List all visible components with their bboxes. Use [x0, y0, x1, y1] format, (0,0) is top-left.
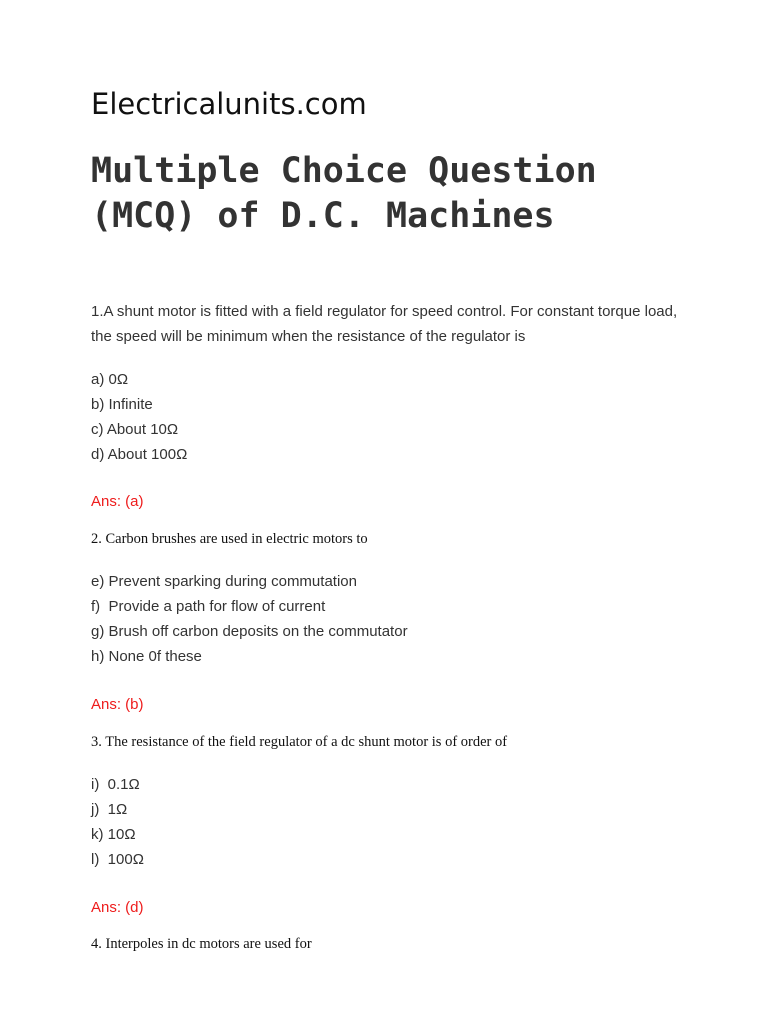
option-j: j) 1Ω	[91, 801, 128, 818]
option-g: g) Brush off carbon deposits on the commutator	[91, 623, 408, 640]
question-1-options	[91, 367, 187, 467]
question-3-text: 3. The resistance of the field regulator of a dc shunt motor is of order of	[91, 734, 508, 750]
option-l: l) 100Ω	[91, 851, 144, 868]
option-h: h) None 0f these	[91, 648, 202, 665]
question-2-answer: Ans: (b)	[91, 696, 144, 713]
question-4-text: 4. Interpoles in dc motors are used for	[91, 936, 312, 952]
question-2-options	[91, 569, 408, 669]
option-b: b) Infinite	[91, 396, 153, 413]
page-title: Multiple Choice Question (MCQ) of D.C. Machines	[91, 151, 597, 236]
option-f: f) Provide a path for flow of current	[91, 598, 326, 615]
option-a: a) 0Ω	[91, 371, 129, 388]
option-c: c) About 10Ω	[91, 421, 179, 438]
question-1-answer: Ans: (a)	[91, 493, 144, 510]
question-3-answer: Ans: (d)	[91, 899, 144, 916]
question-3-options	[91, 772, 144, 872]
option-k: k) 10Ω	[91, 826, 136, 843]
option-d: d) About 100Ω	[91, 446, 188, 463]
option-i: i) 0.1Ω	[91, 776, 140, 793]
option-e: e) Prevent sparking during commutation	[91, 573, 357, 590]
site-name: Electricalunits.com	[91, 87, 367, 121]
question-2-text: 2. Carbon brushes are used in electric motors to	[91, 531, 368, 547]
question-1-text: 1.A shunt motor is fitted with a field regulator for speed control. For constant torque load, the speed will be minimum when the resistance of the regulator is	[91, 303, 678, 345]
